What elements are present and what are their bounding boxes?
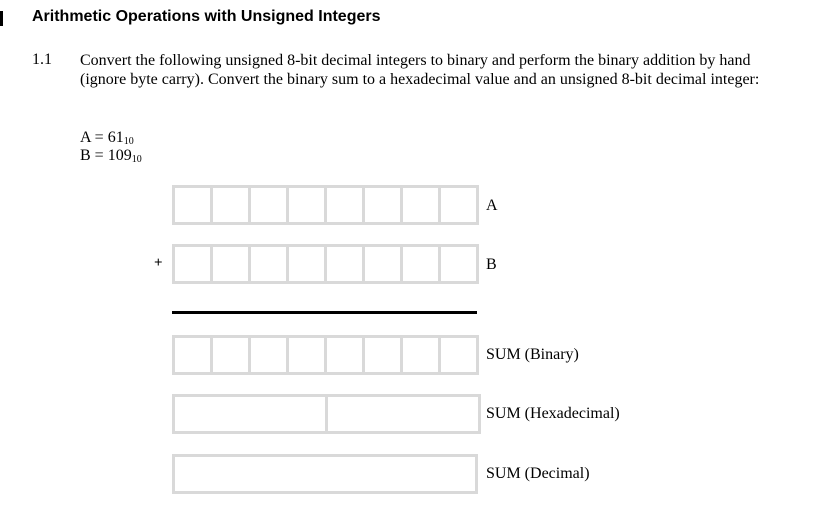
row-a-bit-6[interactable] bbox=[210, 185, 251, 225]
operand-b bbox=[80, 147, 142, 165]
row-a-bit-7[interactable] bbox=[172, 185, 213, 225]
sum-bit-6[interactable] bbox=[210, 335, 251, 375]
row-b-bit-2[interactable] bbox=[362, 244, 403, 284]
sum-bit-0[interactable] bbox=[438, 335, 479, 375]
row-a-bit-4[interactable] bbox=[286, 185, 327, 225]
row-b-bit-7[interactable] bbox=[172, 244, 213, 284]
section-title: Arithmetic Operations with Unsigned Integers bbox=[32, 8, 381, 25]
row-a-label: A bbox=[486, 197, 498, 214]
operand-a-base: 10 bbox=[123, 136, 134, 147]
row-a-bit-3[interactable] bbox=[324, 185, 365, 225]
row-b-bit-5[interactable] bbox=[248, 244, 289, 284]
sum-bit-7[interactable] bbox=[172, 335, 213, 375]
sum-decimal-label: SUM (Decimal) bbox=[486, 465, 590, 482]
row-b-bit-4[interactable] bbox=[286, 244, 327, 284]
row-a-bit-5[interactable] bbox=[248, 185, 289, 225]
question-text: Convert the following unsigned 8-bit decimal integers to binary and perform the binary addition by hand (ignore byte carry). Convert the binary sum to a hexadecimal value and an unsigned 8-bit decimal integer: bbox=[80, 52, 760, 88]
sum-bit-3[interactable] bbox=[324, 335, 365, 375]
operand-a-value: A = 61 bbox=[80, 129, 124, 146]
sum-bit-1[interactable] bbox=[400, 335, 441, 375]
sum-binary-label: SUM (Binary) bbox=[486, 346, 579, 363]
row-b-bits bbox=[172, 244, 476, 284]
sum-decimal-box[interactable] bbox=[172, 454, 478, 494]
operand-b-value: B = 109 bbox=[80, 147, 132, 164]
operand-a bbox=[80, 129, 134, 147]
row-b-bit-0[interactable] bbox=[438, 244, 479, 284]
sum-hex-label: SUM (Hexadecimal) bbox=[486, 405, 620, 422]
row-a-bit-0[interactable] bbox=[438, 185, 479, 225]
row-b-bit-3[interactable] bbox=[324, 244, 365, 284]
sum-line bbox=[172, 311, 477, 314]
sum-bit-4[interactable] bbox=[286, 335, 327, 375]
row-a-bit-1[interactable] bbox=[400, 185, 441, 225]
sum-hex-digit-high[interactable] bbox=[172, 394, 328, 434]
plus-sign: + bbox=[154, 255, 163, 271]
sum-decimal-field bbox=[172, 454, 475, 494]
section-marker bbox=[0, 11, 3, 26]
row-b-bit-1[interactable] bbox=[400, 244, 441, 284]
sum-hex-digits bbox=[172, 394, 478, 434]
question-number: 1.1 bbox=[32, 51, 52, 68]
row-b-bit-6[interactable] bbox=[210, 244, 251, 284]
row-b-label: B bbox=[486, 256, 497, 273]
sum-binary-bits bbox=[172, 335, 476, 375]
operand-b-base: 10 bbox=[131, 154, 142, 165]
sum-hex-digit-low[interactable] bbox=[325, 394, 481, 434]
row-a-bit-2[interactable] bbox=[362, 185, 403, 225]
sum-bit-2[interactable] bbox=[362, 335, 403, 375]
row-a-bits bbox=[172, 185, 476, 225]
sum-bit-5[interactable] bbox=[248, 335, 289, 375]
